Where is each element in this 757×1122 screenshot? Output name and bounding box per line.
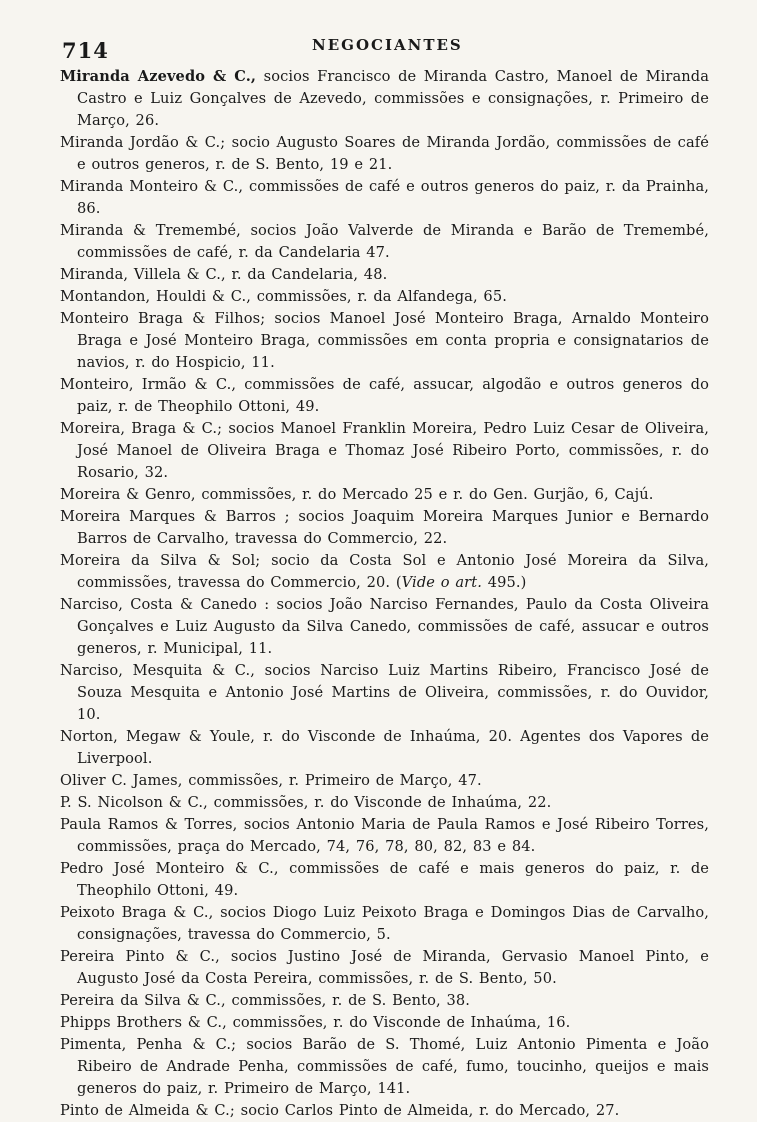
entry-text: commissões de café e mais generos do paiz, r. de Theophilo Ottoni, 49.	[77, 860, 709, 899]
directory-entry	[60, 946, 709, 990]
directory-entry	[60, 792, 709, 814]
entry-text: r. do Visconde de Inhaúma, 20. Agentes dos Vapores de Liverpool.	[77, 728, 710, 767]
directory-entry	[60, 770, 709, 792]
entry-text: socios Justino José de Miranda, Gervasio Manoel Pinto, e Augusto José da Costa Pereira, commissões, r. de S. Bento, 50.	[77, 948, 709, 987]
directory-entry	[60, 484, 709, 506]
directory-entry	[60, 990, 709, 1012]
directory-entry	[60, 220, 709, 264]
directory-entry	[60, 858, 709, 902]
firm-name: P. S. Nicolson & C.,	[60, 794, 208, 811]
directory-entry	[60, 176, 709, 220]
entry-text: commissões, r. da Alfandega, 65.	[250, 288, 507, 305]
entry-text: socios Barão de S. Thomé, Luiz Antonio Pimenta e João Ribeiro de Andrade Penha, commissões de café, fumo, toucinho, queijos e mais generos do paiz, r. Primeiro de Março, 141.	[77, 1036, 709, 1097]
firm-name: Moreira & Genro,	[60, 486, 196, 503]
firm-name: Moreira, Braga & C.;	[60, 420, 223, 437]
firm-name: Miranda, Villela & C.,	[60, 266, 226, 283]
firm-name: Pimenta, Penha & C.;	[60, 1036, 237, 1053]
entry-text: socio Augusto Soares de Miranda Jordão, commissões de café e outros generos, r. de S. Bento, 19 e 21.	[77, 134, 709, 173]
directory-entry	[60, 902, 709, 946]
entry-text: commissões, r. do Visconde de Inhaúma, 16.	[226, 1014, 571, 1031]
directory-entry	[60, 286, 709, 308]
firm-name: Miranda Monteiro & C.,	[60, 178, 244, 195]
firm-name: Monteiro Braga & Filhos;	[60, 310, 266, 327]
entry-text: socios Manoel Franklin Moreira, Pedro Luiz Cesar de Oliveira, José Manoel de Oliveira Braga e Thomaz José Ribeiro Porto, commissões, r. do Rosario, 32.	[77, 420, 709, 481]
directory-entry	[60, 1034, 709, 1100]
firm-name: Miranda Azevedo & C.,	[60, 68, 257, 85]
entry-text: r. da Candelaria, 48.	[225, 266, 388, 283]
firm-name: Moreira da Silva & Sol;	[60, 552, 261, 569]
directory-entry	[60, 814, 709, 858]
directory-entry	[60, 594, 709, 660]
firm-name: Pedro José Monteiro & C.,	[60, 860, 279, 877]
cross-reference: Vide o art.	[401, 574, 482, 591]
entry-text: commissões de café, assucar, algodão e outros generos do paiz, r. de Theophilo Ottoni, 49.	[77, 376, 709, 415]
firm-name: Montandon, Houldi & C.,	[60, 288, 251, 305]
directory-entry	[60, 726, 709, 770]
directory-entry	[60, 374, 709, 418]
firm-name: Monteiro, Irmão & C.,	[60, 376, 237, 393]
firm-name: Miranda Jordão & C.;	[60, 134, 226, 151]
firm-name: Pinto de Almeida & C.;	[60, 1102, 235, 1119]
entry-text: socios Joaquim Moreira Marques Junior e Bernardo Barros de Carvalho, travessa do Commercio, 22.	[77, 508, 710, 547]
entry-text: socios João Narciso Fernandes, Paulo da Costa Oliveira Gonçalves e Luiz Augusto da Silva Canedo, commissões de café, assucar e outros generos, r. Municipal, 11.	[77, 596, 709, 657]
entry-text: socio da Costa Sol e Antonio José Moreira da Silva, commissões, travessa do Commercio, 20. (	[77, 552, 709, 591]
entry-text-tail: 495.)	[481, 574, 527, 591]
entry-text: commissões, r. do Mercado 25 e r. do Gen. Gurjão, 6, Cajú.	[195, 486, 654, 503]
entry-text: socios João Valverde de Miranda e Barão de Tremembé, commissões de café, r. da Candelaria 47.	[77, 222, 709, 261]
entry-text: socios Francisco de Miranda Castro, Manoel de Miranda Castro e Luiz Gonçalves de Azevedo, commissões e consignações, r. Primeiro de Março, 26.	[77, 68, 709, 129]
firm-name: Oliver C. James,	[60, 772, 183, 789]
running-head: NEGOCIANTES	[312, 36, 463, 54]
entry-text: socios Antonio Maria de Paula Ramos e José Ribeiro Torres, commissões, praça do Mercado, 74, 76, 78, 80, 82, 83 e 84.	[77, 816, 709, 855]
page-header	[62, 24, 709, 64]
entry-text: socio Carlos Pinto de Almeida, r. do Mercado, 27.	[234, 1102, 620, 1119]
firm-name: Miranda & Tremembé,	[60, 222, 241, 239]
directory-entry	[60, 308, 709, 374]
directory-entry	[60, 506, 709, 550]
firm-name: Pereira da Silva & C.,	[60, 992, 226, 1009]
directory-entry	[60, 418, 709, 484]
directory-entry	[60, 132, 709, 176]
directory-entry	[60, 660, 709, 726]
entry-text: commissões, r. do Visconde de Inhaúma, 22.	[207, 794, 552, 811]
firm-name: Moreira Marques & Barros ;	[60, 508, 290, 525]
firm-name: Paula Ramos & Torres,	[60, 816, 238, 833]
entry-text: commissões, r. de S. Bento, 38.	[225, 992, 470, 1009]
directory-entry	[60, 264, 709, 286]
directory-entry	[60, 1012, 709, 1034]
page-number: 714	[62, 38, 109, 63]
directory-entries	[62, 66, 709, 1122]
entry-text: commissões, r. Primeiro de Março, 47.	[182, 772, 482, 789]
entry-text: socios Narciso Luiz Martins Ribeiro, Francisco José de Souza Mesquita e Antonio José Martins de Oliveira, commissões, r. do Ouvidor, 10.	[77, 662, 709, 723]
entry-text: socios Diogo Luiz Peixoto Braga e Domingos Dias de Carvalho, consignações, travessa do Commercio, 5.	[77, 904, 710, 943]
firm-name: Phipps Brothers & C.,	[60, 1014, 227, 1031]
firm-name: Norton, Megaw & Youle,	[60, 728, 256, 745]
firm-name: Narciso, Mesquita & C.,	[60, 662, 255, 679]
firm-name: Peixoto Braga & C.,	[60, 904, 214, 921]
entry-text: commissões de café e outros generos do paiz, r. da Prainha, 86.	[77, 178, 709, 217]
directory-entry	[60, 550, 709, 594]
firm-name: Pereira Pinto & C.,	[60, 948, 220, 965]
entry-text: socios Manoel José Monteiro Braga, Arnaldo Monteiro Braga e José Monteiro Braga, commissões em conta propria e consignatarios de navios, r. do Hospicio, 11.	[77, 310, 709, 371]
directory-entry	[60, 66, 709, 132]
firm-name: Narciso, Costa & Canedo :	[60, 596, 270, 613]
